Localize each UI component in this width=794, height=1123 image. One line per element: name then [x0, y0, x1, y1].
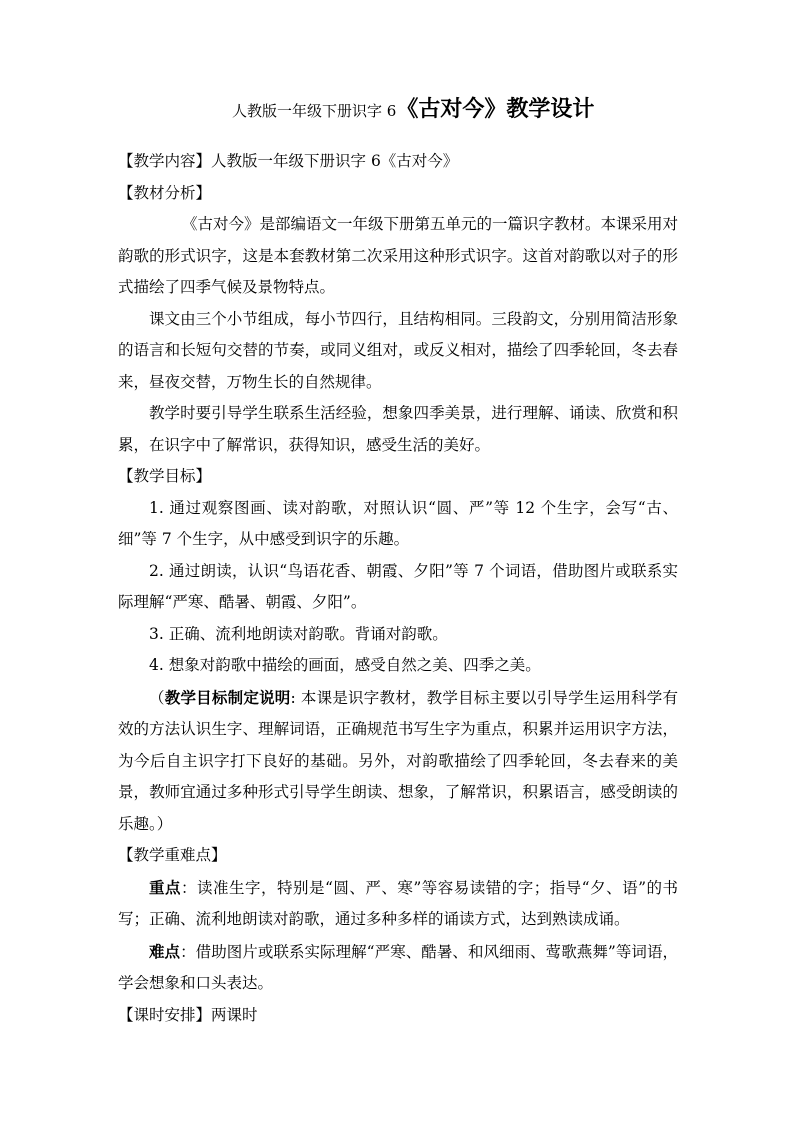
difficulty-text: ：借助图片或联系实际理解“严寒、酷暑、和风细雨、莺歌燕舞”等词语，学会想象和口头表达。: [118, 942, 678, 992]
schedule-line: [118, 1000, 678, 1032]
goal-note-open: （: [149, 688, 165, 707]
teaching-content-text: 人教版一年级下册识字 6《古对今》: [211, 152, 459, 170]
title-prefix: 人教版一年级下册识字 6: [232, 102, 397, 120]
difficulty-label: 难点: [149, 941, 181, 961]
goal-1: 1. 通过观察图画、读对韵歌，对照认识“圆、严”等 12 个生字，会写“古、细”等 7 个生字，从中感受到识字的乐趣。: [118, 498, 678, 548]
goals-heading: 【教学目标】: [118, 467, 212, 485]
analysis-paragraph-1: 《古对今》是部编语文一年级下册第五单元的一篇识字教材。本课采用对韵歌的形式识字，这是本套教材第二次采用这种形式识字。这首对韵歌以对子的形式描绘了四季气候及景物特点。: [118, 215, 679, 296]
teaching-content-heading: 【教学内容】: [118, 152, 212, 170]
key-points-heading: 【教学重难点】: [118, 846, 227, 864]
analysis-paragraph-2: 课文由三个小节组成，每小节四行，且结构相同。三段韵文，分别用简洁形象的语言和长短句交替的节奏，或同义组对，或反义相对，描绘了四季轮回，冬去春来，昼夜交替，万物生长的自然规律。: [118, 309, 678, 391]
document-body: [118, 146, 678, 1031]
goal-note-label: 教学目标制定说明: [164, 687, 291, 707]
key-point-label: 重点: [149, 877, 181, 897]
key-point: [118, 872, 678, 936]
schedule-heading: 【课时安排】: [118, 1005, 212, 1024]
schedule-text: 两课时: [211, 1005, 258, 1024]
title-main: 《古对今》教学设计: [396, 96, 595, 122]
difficulty-point: [118, 936, 678, 1000]
key-point-text: ：读准生字，特别是“圆、严、寒”等容易读错的字；指导“夕、语”的书写；正确、流利地朗读对韵歌，通过多种多样的诵读方式，达到熟读成诵。: [118, 878, 678, 928]
goal-3: 3. 正确、流利地朗读对韵歌。背诵对韵歌。: [149, 624, 448, 643]
goal-2: 2. 通过朗读，认识“鸟语花香、朝霞、夕阳”等 7 个词语，借助图片或联系实际理解“严寒、酷暑、朝霞、夕阳”。: [118, 561, 678, 611]
analysis-paragraph-3: 教学时要引导学生联系生活经验，想象四季美景，进行理解、诵读、欣赏和积累，在识字中了解常识，获得知识，感受生活的美好。: [118, 404, 678, 454]
document-title: [232, 94, 594, 126]
goal-note: [118, 682, 678, 841]
goal-note-text: : 本课是识字教材，教学目标主要以引导学生运用科学有效的方法认识生字、理解词语，正确规范书写生字为重点，积累并运用识字方法，为今后自主识字打下良好的基础。另外，对韵歌描绘了四季轮回，冬去春来的美景，教师宜通过多种形式引导学生朗读、想象，了解常识，积累语言，感受朗读的乐趣。）: [118, 688, 678, 833]
goal-4: 4. 想象对韵歌中描绘的画面，感受自然之美、四季之美。: [149, 656, 541, 674]
analysis-heading: 【教材分析】: [118, 183, 212, 202]
teaching-content-line: [118, 146, 678, 178]
